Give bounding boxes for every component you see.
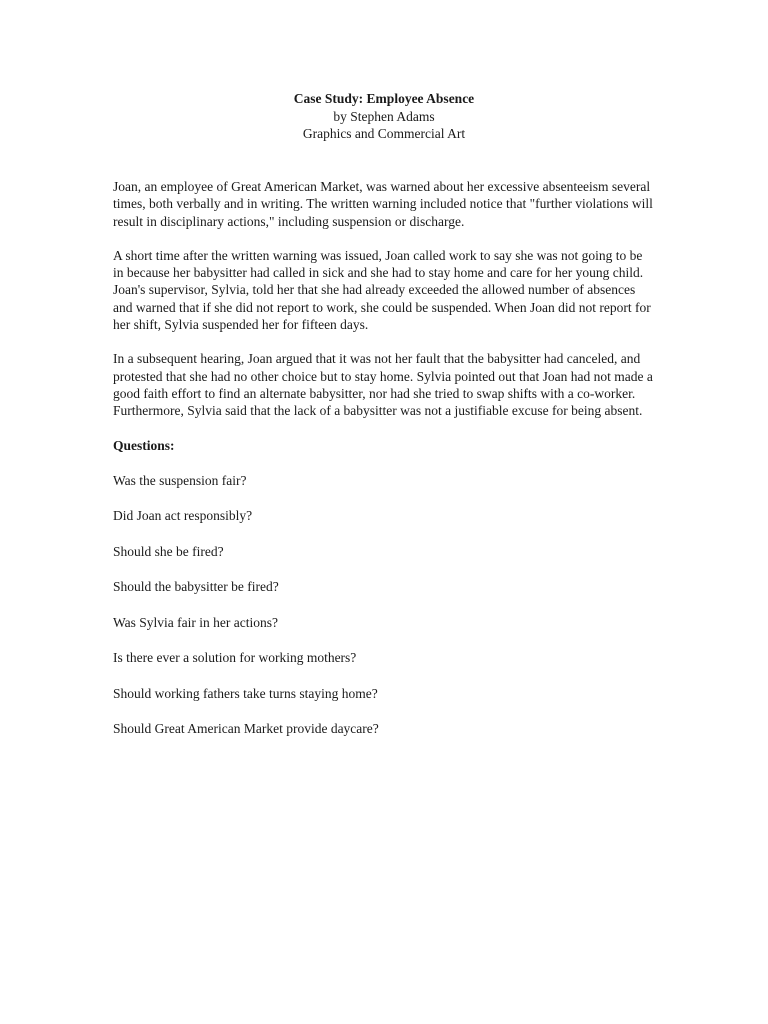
paragraph-intro: Joan, an employee of Great American Market, was warned about her excessive absenteeism several times, both verbally and in writing. The written warning included notice that "further violations will result in disciplinary actions," including suspension or discharge.: [113, 179, 653, 229]
document-header: [0, 90, 768, 143]
questions-heading: Questions:: [113, 437, 175, 453]
question-item: Should she be fired?: [113, 543, 224, 559]
question-item: Was the suspension fair?: [113, 472, 247, 488]
document-body: [113, 178, 653, 756]
question-item: Should Great American Market provide daycare?: [113, 721, 379, 737]
document-title: Case Study: Employee Absence: [293, 91, 475, 106]
paragraph-incident: A short time after the written warning was issued, Joan called work to say she was not going to be in because her babysitter had called in sick and she had to stay home and care for her young child. Joan's supervisor, Sylvia, told her that she had already exceeded the allowed number of absences and warned that if she did not report to work, she could be suspended. When Joan did not report for her shift, Sylvia suspended her for fifteen days.: [113, 247, 651, 333]
question-item: Was Sylvia fair in her actions?: [113, 614, 278, 630]
question-item: Should the babysitter be fired?: [113, 579, 279, 595]
document-department: Graphics and Commercial Art: [302, 126, 466, 141]
document-author: by Stephen Adams: [333, 108, 435, 124]
question-item: Should working fathers take turns staying home?: [113, 685, 378, 701]
paragraph-hearing: In a subsequent hearing, Joan argued that it was not her fault that the babysitter had canceled, and protested that she had no other choice but to stay home. Sylvia pointed out that Joan had not made a good faith effort to find an alternate babysitter, nor had she tried to swap shifts with a co-worker. Furthermore, Sylvia said that the lack of a babysitter was not a justifiable excuse for being absent.: [113, 351, 653, 419]
question-item: Did Joan act responsibly?: [113, 508, 253, 524]
question-item: Is there ever a solution for working mothers?: [113, 650, 357, 666]
